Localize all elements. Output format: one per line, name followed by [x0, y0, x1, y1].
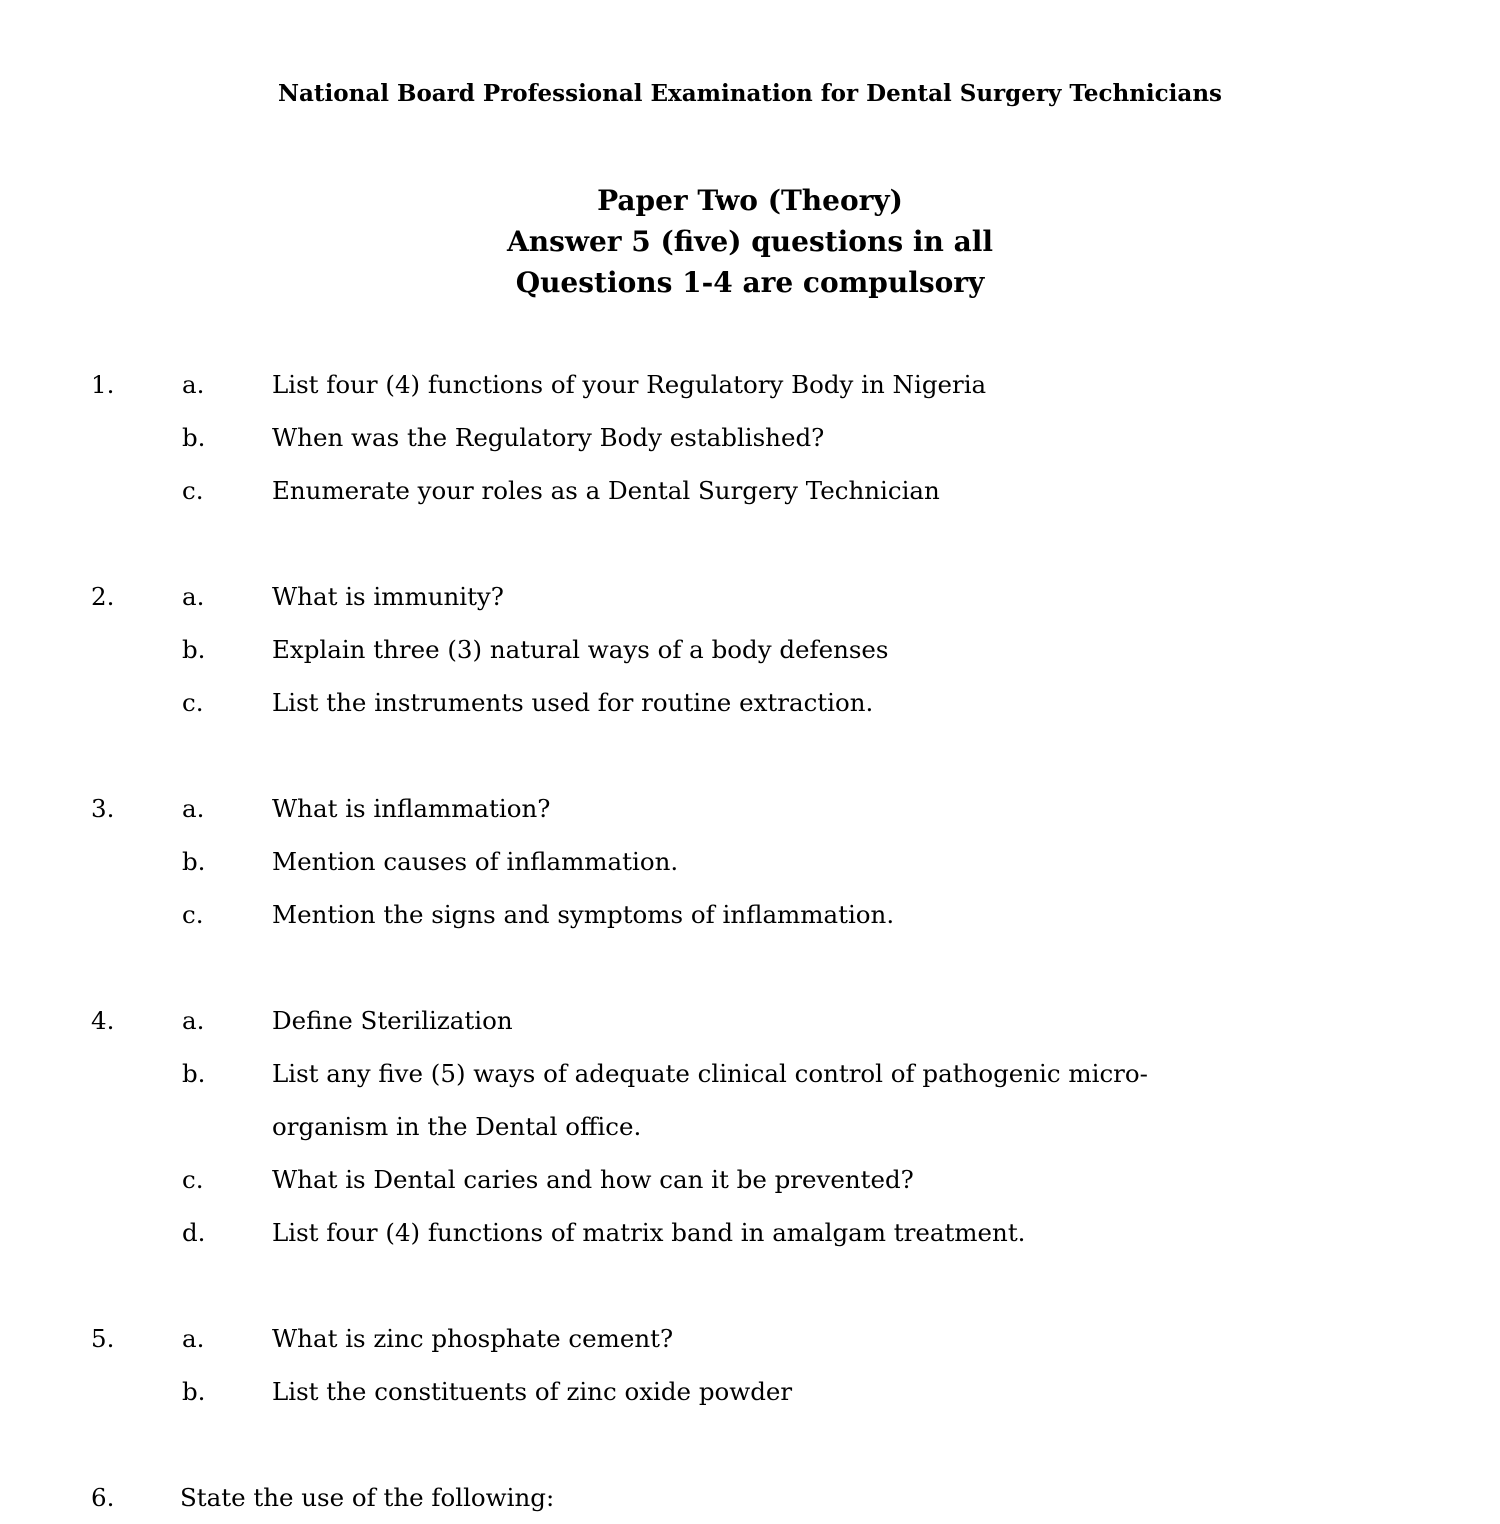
question-line: [0, 676, 1500, 729]
part-text: Define Sterilization: [272, 1006, 513, 1035]
part-text: organism in the Dental office.: [272, 1112, 642, 1141]
part-letter: c.: [182, 476, 204, 505]
part-letter: b.: [182, 847, 206, 876]
part-text: Enumerate your roles as a Dental Surgery Technician: [272, 476, 940, 505]
question-number: 6.: [91, 1483, 115, 1512]
question-2: [0, 570, 1500, 729]
part-letter: c.: [182, 1165, 204, 1194]
question-line: [0, 782, 1500, 835]
part-letter: d.: [182, 1218, 206, 1247]
part-text: When was the Regulatory Body established?: [272, 423, 825, 452]
question-line: [0, 411, 1500, 464]
question-spacer: [0, 941, 1500, 994]
part-text: What is inflammation?: [272, 794, 551, 823]
part-letter: c.: [182, 900, 204, 929]
part-text: List any five (5) ways of adequate clinical control of pathogenic micro-: [272, 1059, 1148, 1088]
question-spacer: [0, 1418, 1500, 1471]
question-spacer: [0, 729, 1500, 782]
part-text: List four (4) functions of your Regulatory Body in Nigeria: [272, 370, 987, 399]
part-text: List the constituents of zinc oxide powder: [272, 1377, 793, 1406]
question-line: [0, 1047, 1500, 1100]
part-letter: a.: [182, 370, 205, 399]
question-spacer: [0, 1259, 1500, 1312]
question-line: [0, 464, 1500, 517]
part-letter: b.: [182, 635, 206, 664]
question-line: [0, 1365, 1500, 1418]
question-spacer: [0, 517, 1500, 570]
part-letter: a.: [182, 1006, 205, 1035]
part-text: List the instruments used for routine extraction.: [272, 688, 874, 717]
part-text: What is Dental caries and how can it be prevented?: [272, 1165, 914, 1194]
question-line: [0, 1100, 1500, 1153]
question-3: [0, 782, 1500, 941]
question-text: State the use of the following:: [180, 1483, 555, 1512]
part-letter: a.: [182, 582, 205, 611]
question-number: 2.: [91, 582, 115, 611]
question-line: [0, 1471, 1500, 1524]
part-letter: b.: [182, 1377, 206, 1406]
part-letter: b.: [182, 423, 206, 452]
part-letter: a.: [182, 1324, 205, 1353]
question-line: [0, 358, 1500, 411]
answer-instruction: Answer 5 (five) questions in all: [507, 225, 993, 258]
exam-title: National Board Professional Examination for Dental Surgery Technicians: [278, 80, 1222, 107]
paper-name: Paper Two (Theory): [597, 184, 903, 217]
question-number: 3.: [91, 794, 115, 823]
compulsory-instruction: Questions 1-4 are compulsory: [515, 266, 985, 299]
part-letter: a.: [182, 794, 205, 823]
question-line: [0, 994, 1500, 1047]
question-list: [0, 358, 1500, 1524]
question-number: 5.: [91, 1324, 115, 1353]
question-5: [0, 1312, 1500, 1418]
question-line: [0, 623, 1500, 676]
question-line: [0, 1153, 1500, 1206]
question-1: [0, 358, 1500, 517]
part-text: What is zinc phosphate cement?: [272, 1324, 674, 1353]
part-letter: c.: [182, 688, 204, 717]
part-text: Mention causes of inflammation.: [272, 847, 679, 876]
part-text: Mention the signs and symptoms of inflammation.: [272, 900, 895, 929]
paper-instructions: [0, 180, 1500, 303]
part-text: Explain three (3) natural ways of a body defenses: [272, 635, 889, 664]
question-line: [0, 835, 1500, 888]
question-line: [0, 1312, 1500, 1365]
question-number: 1.: [91, 370, 115, 399]
question-line: [0, 888, 1500, 941]
question-6: [0, 1471, 1500, 1524]
question-number: 4.: [91, 1006, 115, 1035]
part-text: What is immunity?: [272, 582, 504, 611]
part-text: List four (4) functions of matrix band in amalgam treatment.: [272, 1218, 1026, 1247]
part-letter: b.: [182, 1059, 206, 1088]
question-4: [0, 994, 1500, 1259]
question-line: [0, 1206, 1500, 1259]
question-line: [0, 570, 1500, 623]
